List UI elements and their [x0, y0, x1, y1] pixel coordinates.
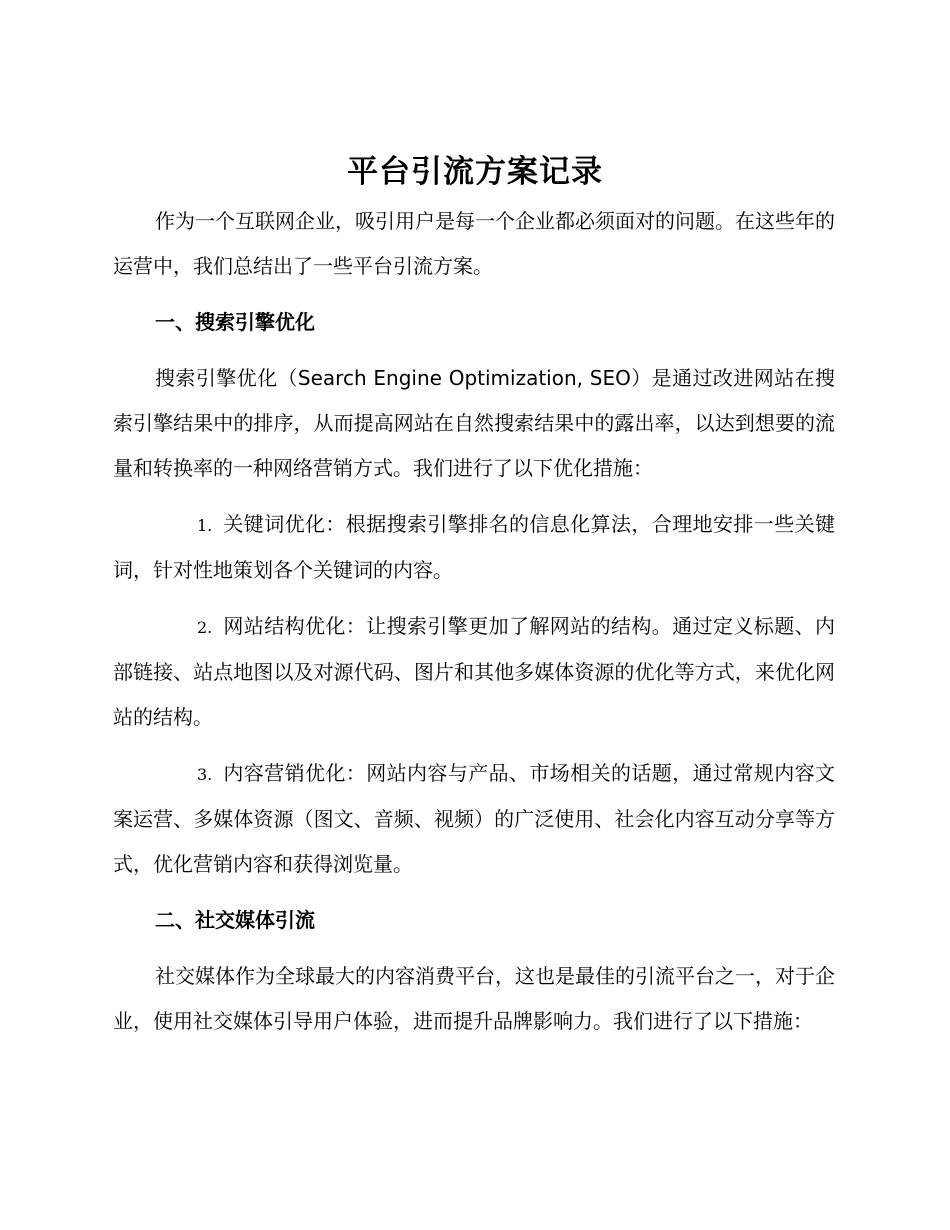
list-item — [113, 604, 835, 740]
intro-paragraph: 作为一个互联网企业，吸引用户是每一个企业都必须面对的问题。在这些年的运营中，我们总结出了一些平台引流方案。 — [113, 209, 835, 278]
list-item-text: 内容营销优化：网站内容与产品、市场相关的话题，通过常规内容文案运营、多媒体资源（图文、音频、视频）的广泛使用、社会化内容互动分享等方式，优化营销内容和获得浏览量。 — [113, 761, 835, 876]
list-item-number: 1. — [197, 516, 213, 535]
list-item-number: 2. — [197, 618, 213, 637]
list-item-text: 网站结构优化：让搜索引擎更加了解网站的结构。通过定义标题、内部链接、站点地图以及对源代码、图片和其他多媒体资源的优化等方式，来优化网站的结构。 — [113, 614, 835, 729]
list-item-number: 3. — [197, 765, 213, 784]
section-heading-seo: 一、搜索引擎优化 — [155, 310, 315, 334]
seo-paragraph: 搜索引擎优化（Search Engine Optimization, SEO）是通过改进网站在搜索引擎结果中的排序，从而提高网站在自然搜索结果中的露出率，以达到想要的流量和转换率的一种网络营销方式。我们进行了以下优化措施： — [113, 366, 835, 480]
list-item-text: 关键词优化：根据搜索引擎排名的信息化算法，合理地安排一些关键词，针对性地策划各个关键词的内容。 — [113, 512, 835, 582]
social-paragraph: 社交媒体作为全球最大的内容消费平台，这也是最佳的引流平台之一，对于企业，使用社交媒体引导用户体验，进而提升品牌影响力。我们进行了以下措施： — [113, 964, 835, 1033]
list-item — [113, 751, 835, 887]
list-item — [113, 502, 835, 593]
section-heading-social: 二、社交媒体引流 — [155, 908, 315, 932]
document-body — [113, 199, 835, 1055]
document-title: 平台引流方案记录 — [347, 154, 603, 190]
